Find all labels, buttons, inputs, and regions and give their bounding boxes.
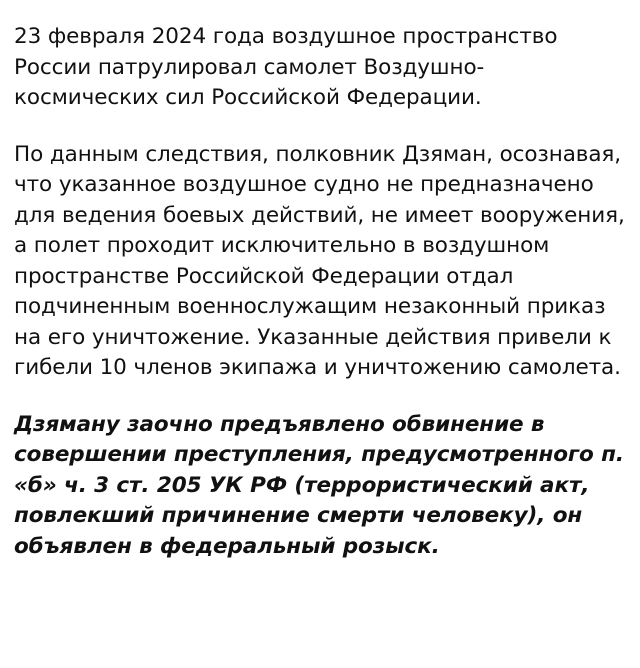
paragraph-charges: Дзяману заочно предъявлено обвинение в совершении преступления, предусмотренного п. «б» ч. 3 ст. 205 УК РФ (террористический акт, повлекший причинение смерти человеку), он объявлен в федеральный розыск.: [14, 411, 632, 559]
paragraph-intro: 23 февраля 2024 года воздушное пространство России патрулировал самолет Воздушно-космических сил Российской Федерации.: [14, 24, 565, 111]
paragraph-investigation: По данным следствия, полковник Дзяман, осознавая, что указанное воздушное судно не предназначено для ведения боевых действий, не имеет вооружения, а полет проходит исключительно в воздушном пространстве Российской Федерации отдал подчиненным военнослужащим незаконный приказ на его уничтожение. Указанные действия привели к гибели 10 членов экипажа и уничтожению самолета.: [14, 141, 632, 381]
